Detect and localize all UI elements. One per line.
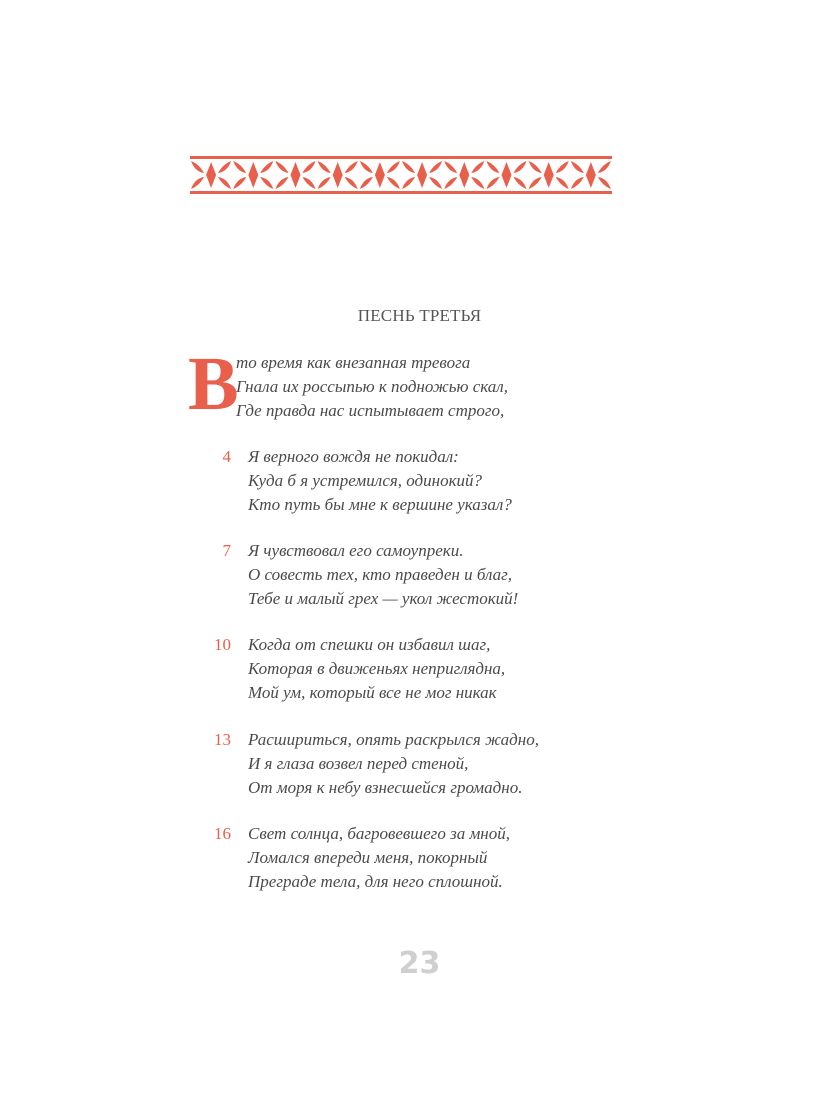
ornament-leaf [487, 177, 500, 189]
ornament-leaf [303, 177, 316, 189]
page-number: 23 [398, 946, 441, 981]
ornament-leaf [191, 161, 204, 173]
ornament-leaf [318, 161, 331, 173]
verse-line: Которая в движеньях непригляднa, [248, 659, 506, 678]
ornament-leaf [471, 161, 484, 173]
verse-line: Я верного вождя не покидал: [248, 447, 459, 466]
ornament-diamond [586, 162, 596, 188]
verse-line: Расшириться, опять раскрылся жадно, [248, 730, 539, 749]
line-number: 10 [214, 635, 231, 654]
ornament-leaf [444, 177, 457, 189]
ornament-leaf [218, 161, 231, 173]
ornament-leaf [260, 161, 273, 173]
ornament-leaf [487, 161, 500, 173]
verse-line: Свет солнца, багровевшего за мной, [248, 824, 510, 843]
drop-cap-letter: В [188, 342, 239, 426]
ornament-border-bar [190, 156, 612, 159]
ornament-leaf [598, 177, 611, 189]
ornament-leaf [218, 177, 231, 189]
verse-line: то время как внезапная тревога [236, 353, 471, 372]
ornament-diamond [248, 162, 258, 188]
ornament-leaf [471, 177, 484, 189]
ornament-leaf [514, 177, 527, 189]
ornament-leaf [360, 177, 373, 189]
ornament-leaf [402, 161, 415, 173]
ornament-leaf [233, 177, 246, 189]
verse-line: От моря к небу взнесшейся громадно. [248, 778, 523, 797]
verse-line: Ломался впереди меня, покорный [248, 848, 488, 867]
ornament-leaf [429, 177, 442, 189]
ornament-leaf [429, 161, 442, 173]
ornament-leaf [387, 177, 400, 189]
ornament-diamond [544, 162, 554, 188]
ornament-leaf [233, 161, 246, 173]
ornament-leaf [191, 177, 204, 189]
ornament-diamond [206, 162, 216, 188]
verse-line: Где правда нас испытывает строго, [236, 401, 505, 420]
verse-line: Кто путь бы мне к вершине указал? [248, 495, 512, 514]
ornament-diamond [459, 162, 469, 188]
ornament-diamond [375, 162, 385, 188]
ornament-diamond [333, 162, 343, 188]
line-number: 13 [214, 730, 231, 749]
ornament-leaf [556, 177, 569, 189]
ornament-border-bar [190, 191, 612, 194]
ornament-leaf [318, 177, 331, 189]
drop-cap [188, 342, 239, 426]
ornament-leaf [529, 161, 542, 173]
verse-line: Тебе и малый грех — укол жестокий! [248, 589, 519, 608]
ornament-leaf [529, 177, 542, 189]
ornament-leaf [402, 177, 415, 189]
line-number: 7 [222, 541, 231, 560]
ornament-diamond [417, 162, 427, 188]
ornament-leaf [345, 177, 358, 189]
verse-line: О совесть тех, кто праведен и благ, [248, 565, 512, 584]
ornament-leaf [514, 161, 527, 173]
verse-line: Гнала их россыпью к подножью скал, [236, 377, 508, 396]
ornament-leaf [360, 161, 373, 173]
verse-line: Куда б я устремился, одинокий? [248, 471, 483, 490]
ornament-leaf [345, 161, 358, 173]
ornament-leaf [276, 161, 289, 173]
canto-title: ПЕСНЬ ТРЕТЬЯ [357, 306, 482, 325]
ornament-leaf [387, 161, 400, 173]
verse-line: Преграде тела, для него сплошной. [248, 872, 503, 891]
ornament-leaf [276, 177, 289, 189]
verse-line: И я глаза возвел перед стеной, [248, 754, 469, 773]
line-number: 16 [214, 824, 231, 843]
line-number: 4 [222, 447, 231, 466]
verse-line: Когда от спешки он избавил шаг, [248, 635, 491, 654]
ornament-leaf [598, 161, 611, 173]
ornament-leaf [556, 161, 569, 173]
verse-line: Я чувствовал его самоупреки. [248, 541, 464, 560]
ornament-leaf [303, 161, 316, 173]
verse-line: Мой ум, который все не мог никак [248, 683, 497, 702]
ornament-leaf [571, 161, 584, 173]
ornament-diamond [291, 162, 301, 188]
folk-leaf-border-icon [190, 156, 612, 194]
ornament-leaf [260, 177, 273, 189]
ornament-diamond [502, 162, 512, 188]
ornament-leaf [444, 161, 457, 173]
ornament-leaf [571, 177, 584, 189]
